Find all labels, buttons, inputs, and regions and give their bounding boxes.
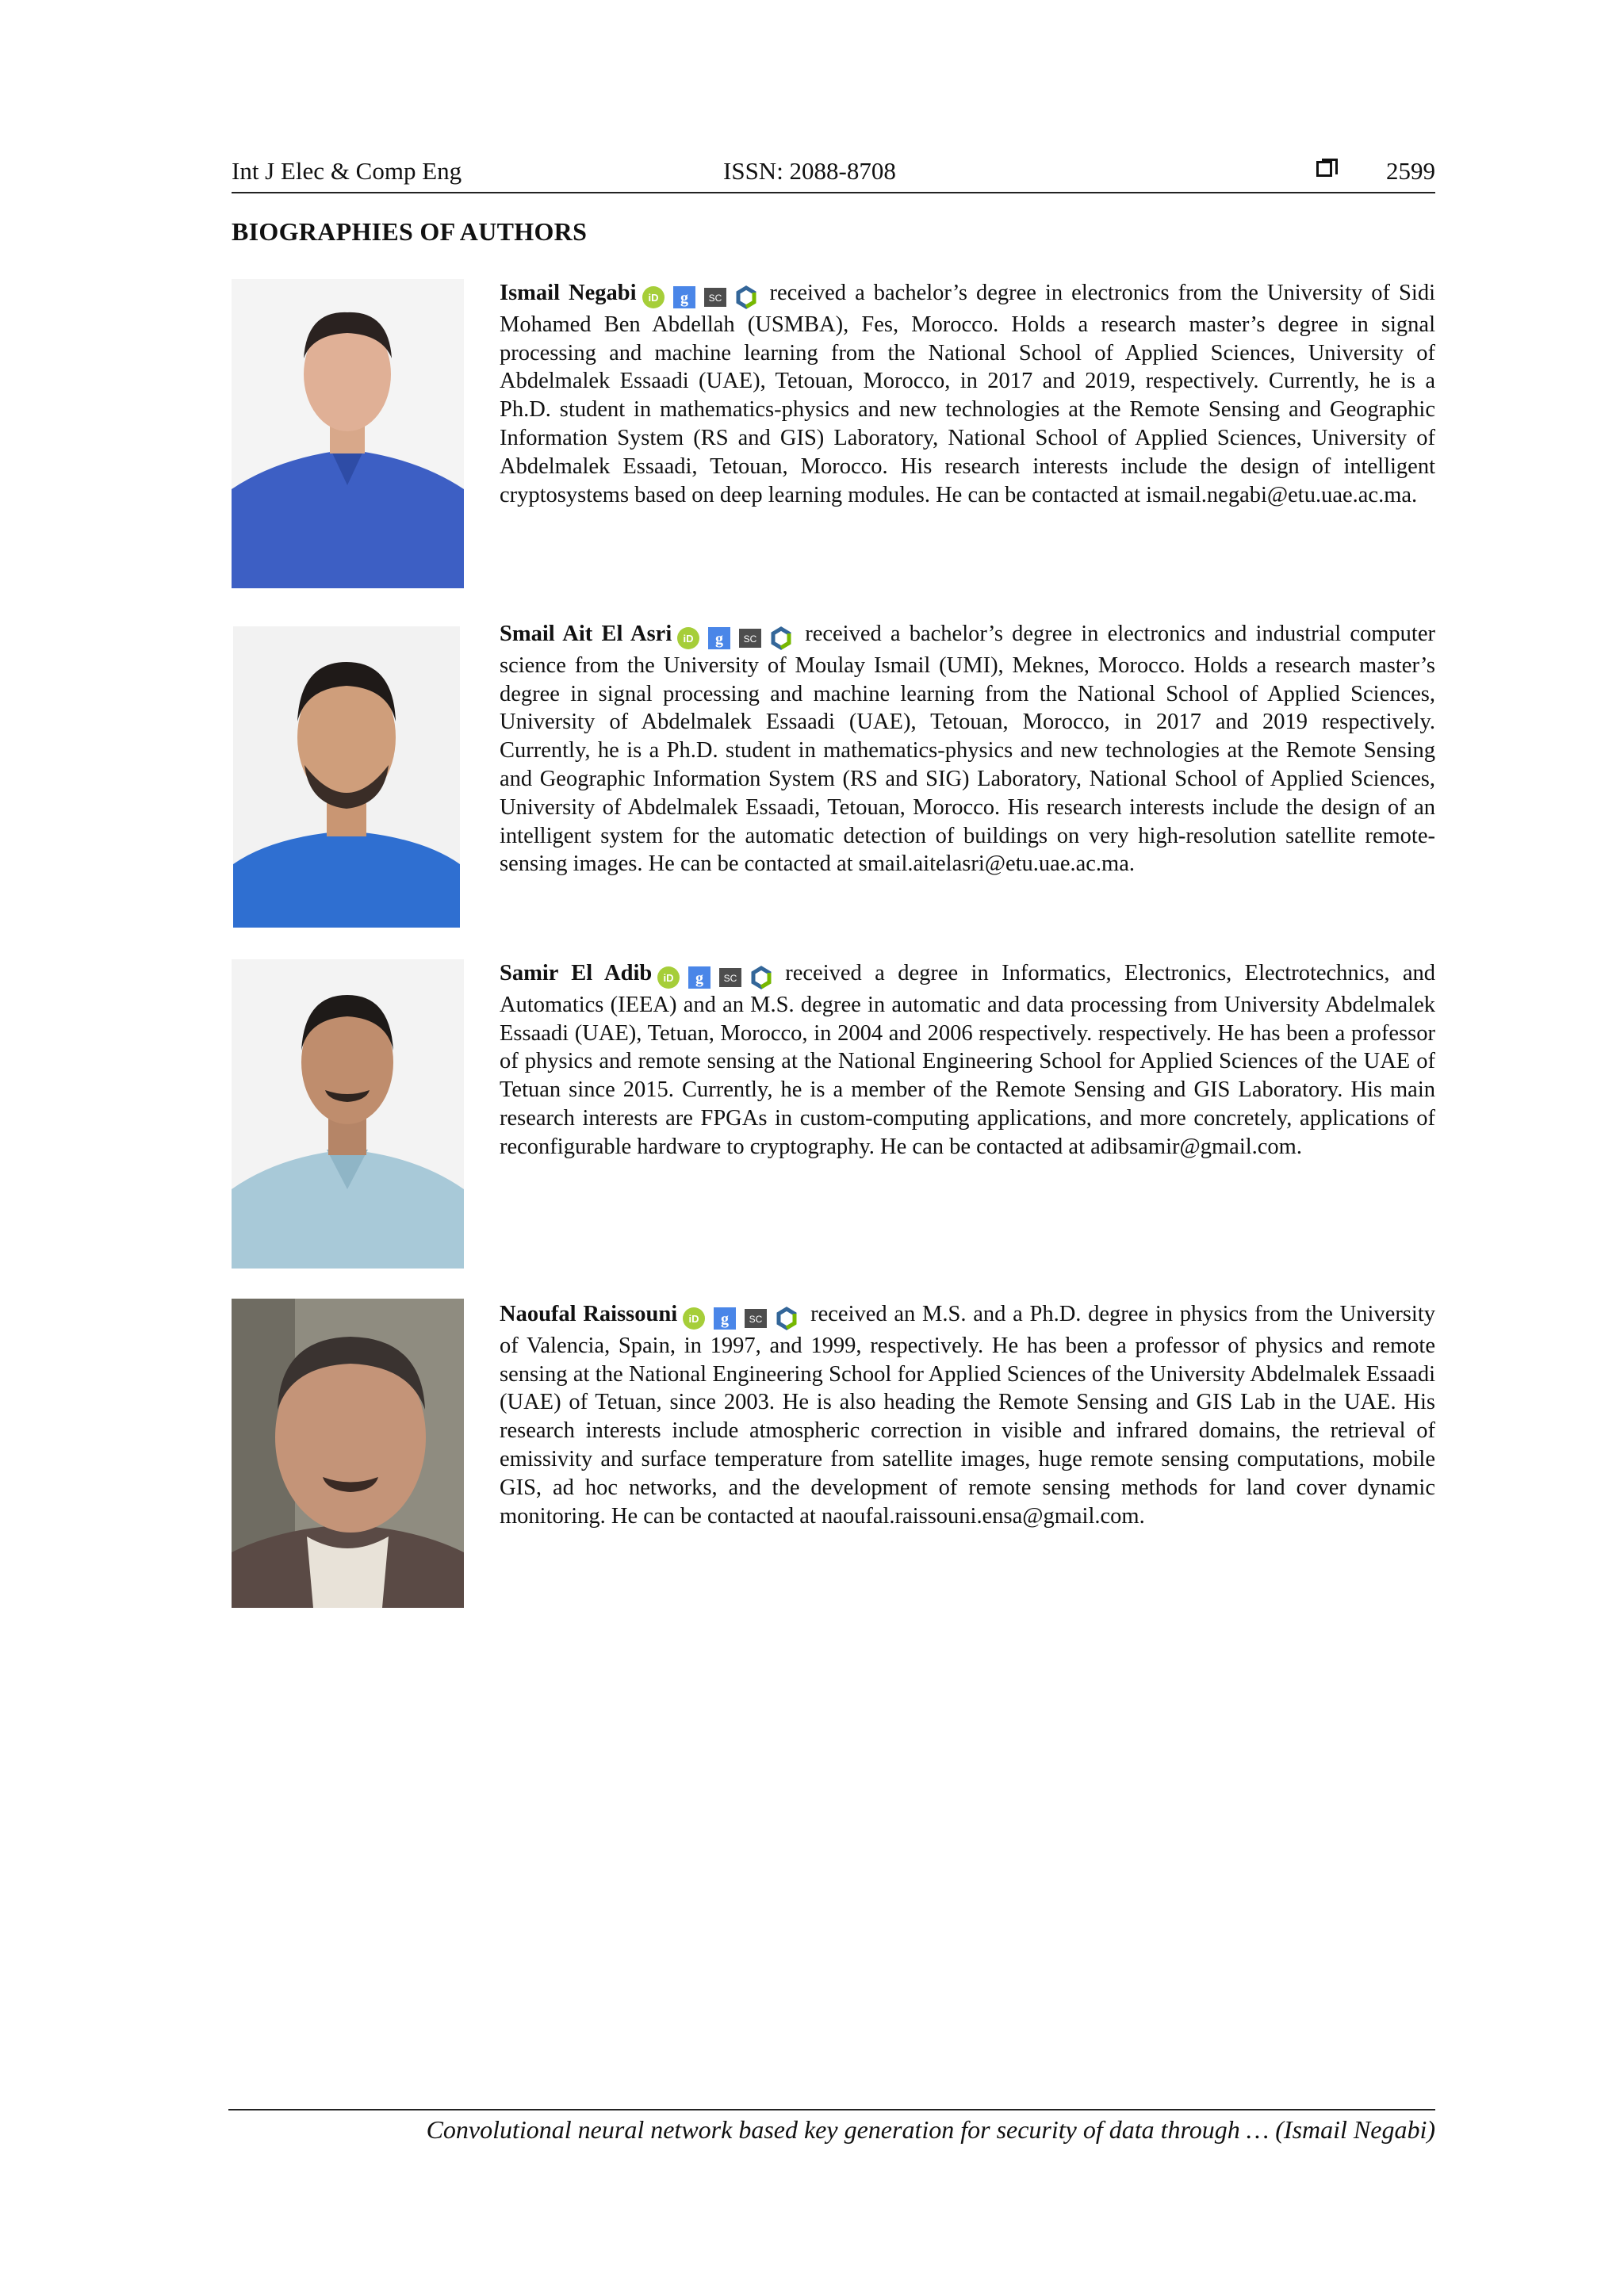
svg-text:SC: SC (723, 973, 737, 985)
publons-icon[interactable] (749, 966, 773, 989)
svg-text:iD: iD (663, 972, 674, 985)
author-bio-text: received an M.S. and a Ph.D. degree in physics from the University of Valencia, Spain, in 1997, and 1999, respectively. He has been a professor of physics and remote sensing at the National Engineering School for Applied Sciences of the University Abdelmalek Essaadi (UAE) of Tetuan, since 2003. He is also heading the Remote Sensing and GIS Lab in the UAE. His research interests include atmospheric correction in visible and infrared domains, the retrieval of emissivity and surface temperature from satellite images, huge remote sensing computations, mobile GIS, ad hoc networks, and the development of remote sensing methods for land cover dynamic monitoring. He can be contacted at naoufal.raissouni.ensa@gmail.com. (500, 1302, 1435, 1529)
author-name: Samir El Adib (500, 961, 653, 985)
author-bio-smail-ait-el-asri (500, 620, 1435, 878)
journal-name: Int J Elec & Comp Eng (232, 157, 462, 185)
scopus-icon[interactable] (703, 285, 727, 309)
google-scholar-icon[interactable] (707, 626, 731, 650)
scopus-icon[interactable] (738, 626, 762, 650)
google-scholar-icon[interactable] (672, 285, 696, 309)
publons-icon[interactable] (775, 1307, 799, 1330)
svg-text:iD: iD (648, 292, 659, 304)
page-number: 2599 (1386, 157, 1435, 185)
scopus-icon[interactable] (744, 1307, 768, 1330)
orcid-icon[interactable] (682, 1307, 706, 1330)
orcid-icon[interactable] (676, 626, 700, 650)
author-bio-text: received a bachelor’s degree in electronics from the University of Sidi Mohamed Ben Abdellah (USMBA), Fes, Morocco. Holds a research master’s degree in signal processing and machine learning from the National School of Applied Sciences, University of Abdelmalek Essaadi (UAE), Tetouan, Morocco, in 2017 and 2019, respectively. Currently, he is a Ph.D. student in mathematics-physics and new technologies at the Remote Sensing and Geographic Information System (RS and GIS) Laboratory, National School of Applied Sciences, University of Abdelmalek Essaadi, Tetouan, Morocco. His research interests include the design of intelligent cryptosystems based on deep learning modules. He can be contacted at ismail.negabi@etu.uae.ac.ma. (500, 281, 1435, 507)
svg-text:iD: iD (683, 633, 694, 645)
publons-icon[interactable] (769, 626, 793, 650)
portrait-icon (232, 279, 464, 588)
author-photo-ismail-negabi (232, 279, 464, 588)
issn: ISSN: 2088-8708 (723, 157, 896, 185)
author-bio-text: received a degree in Informatics, Electronics, Electrotechnics, and Automatics (IEEA) and an M.S. degree in automatic and data processing from University Abdelmalek Essaadi (UAE), Tetuan, Morocco, in 2004 and 2006 respectively. respectively. He has been a professor of physics and remote sensing at the National Engineering School for Applied Sciences of the UAE of Tetuan since 2015. Currently, he is a member of the Remote Sensing and GIS Laboratory. His main research interests are FPGAs in custom-computing applications, and more concretely, applications of reconfigurable hardware to cryptography. He can be contacted at adibsamir@gmail.com. (500, 961, 1436, 1159)
google-scholar-icon[interactable] (713, 1307, 737, 1330)
svg-text:iD: iD (688, 1313, 699, 1326)
svg-text:SC: SC (749, 1314, 763, 1326)
author-photo-samir-el-adib (232, 959, 464, 1269)
svg-text:g: g (695, 970, 704, 988)
footer-text: Convolutional neural network based key generation for security of data through … (Ismail Negabi) (426, 2115, 1435, 2144)
author-bio-ismail-negabi (500, 279, 1435, 509)
orcid-icon[interactable] (657, 966, 680, 989)
author-name: Smail Ait El Asri (500, 622, 672, 646)
author-bio-text: received a bachelor’s degree in electronics and industrial computer science from the University of Moulay Ismail (UMI), Meknes, Morocco. Holds a research master’s degree in signal processing and machine learning from the National School of Applied Sciences, University of Abdelmalek Essaadi (UAE), Tetouan, Morocco, in 2017 and 2019 respectively. Currently, he is a Ph.D. student in mathematics-physics and new technologies at the Remote Sensing and Geographic Information System (RS and SIG) Laboratory, National School of Applied Sciences, University of Abdelmalek Essaadi, Tetouan, Morocco. His research interests include the design of an intelligent system for the automatic detection of buildings on very high-resolution satellite remote-sensing images. He can be contacted at smail.aitelasri@etu.uae.ac.ma. (500, 622, 1435, 877)
author-name: Naoufal Raissouni (500, 1302, 678, 1326)
portrait-icon (232, 959, 464, 1269)
section-title: BIOGRAPHIES OF AUTHORS (232, 217, 588, 246)
portrait-icon (232, 1299, 464, 1608)
box-icon (1316, 161, 1332, 177)
svg-text:g: g (721, 1311, 730, 1329)
svg-text:SC: SC (708, 293, 722, 304)
author-bio-samir-el-adib (500, 959, 1435, 1161)
portrait-icon (233, 626, 460, 928)
svg-text:SC: SC (743, 633, 757, 645)
publons-icon[interactable] (734, 285, 758, 309)
running-footer (228, 2109, 1435, 2144)
google-scholar-icon[interactable] (688, 966, 711, 989)
orcid-icon[interactable] (642, 285, 665, 309)
author-bio-naoufal-raissouni (500, 1300, 1435, 1530)
scopus-icon[interactable] (718, 966, 742, 989)
author-photo-naoufal-raissouni (232, 1299, 464, 1608)
svg-text:g: g (715, 630, 724, 649)
running-header (232, 154, 1435, 193)
author-photo-smail-ait-el-asri (233, 626, 460, 928)
author-name: Ismail Negabi (500, 281, 637, 305)
svg-text:g: g (680, 289, 688, 308)
